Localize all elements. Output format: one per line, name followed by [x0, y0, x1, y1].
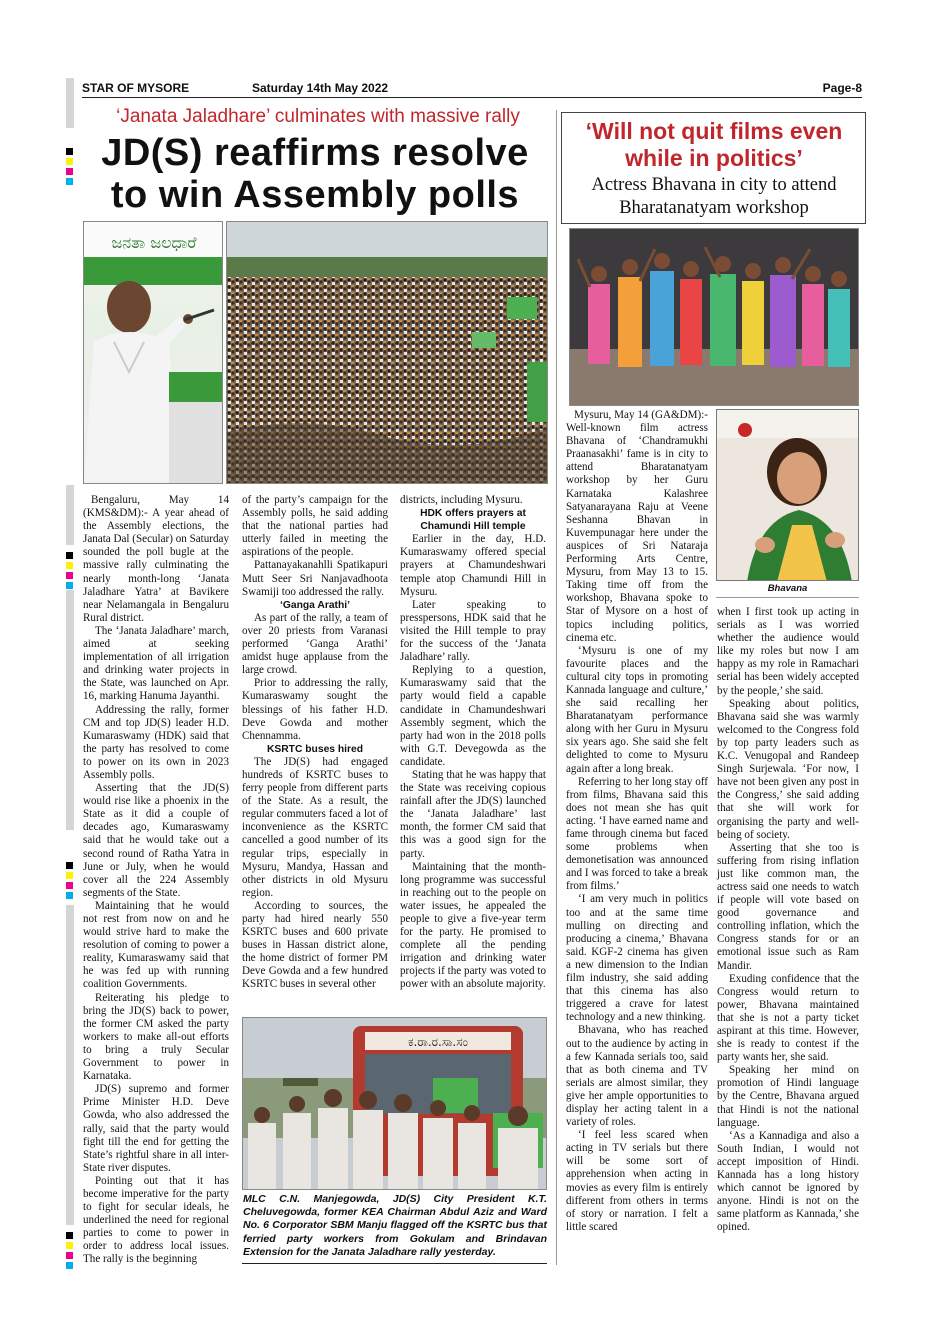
speaker-illustration: [84, 222, 223, 484]
bus-flagoff-illustration: [243, 1018, 547, 1190]
bus-photo-caption: MLC C.N. Manjegowda, JD(S) City President K.T. Cheluvegowda, former KEA Chairman Abdul Aziz and Ward No. 6 Corporator SBM Manju flagged off the KSRTC bus that ferried party workers from Gokulam and Brindavan Extension for the Janata Jaladhare rally yesterday.: [243, 1193, 547, 1258]
left-story-col-3: [400, 494, 546, 1012]
paragraph: ‘I am very much in politics too and at the same time mulling on directing and producing a cinema,’ Bhavana said. KGF-2 cinema has given a new dimension to the Indian film industry, she said adding that this cinema has also triggered a crave for latest technology and a new thinking.: [566, 893, 708, 1024]
paragraph: ‘Mysuru is one of my favourite places and the cultural city tops in promoting Kannada language and culture,’ she said recalling her Bharatanatyam performance along with her Guru in Mysuru six years ago. She said she felt delighted to come to Mysuru again after a long break.: [566, 644, 708, 775]
registration-bar-mid: [66, 485, 74, 545]
paragraph: Reiterating his pledge to bring the JD(S) back to power, the former CM asked the party workers to make all-out efforts to bring a truly Secular Government to power in Karnataka.: [83, 991, 229, 1083]
right-story-subhead: [565, 174, 863, 220]
right-headline-line-2: while in politics’: [625, 145, 803, 171]
paragraph: According to sources, the party had hired nearly 550 KSRTC buses and 600 private buses in Hassan district alone, the home district of former PM Deve Gowda and a few hundred KSRTC buses in several other: [242, 899, 388, 991]
speaker-photo: [83, 221, 223, 484]
paragraph: Maintaining that the month-long programme was successful in reaching out to the people on water issues, he appealed the people to give a five-year term for the party. He promised to complete all the pending irrigation and drinking water projects if the party was voted to power with an absolute majority.: [400, 860, 546, 991]
paragraph: Prior to addressing the rally, Kumaraswamy sought the blessings of his father H.D. Deve Gowda and mother Chennamma.: [242, 677, 388, 742]
banner-kannada-text: ಜನತಾ ಜಲಧಾರೆ: [111, 233, 197, 252]
page-number: Page-8: [822, 81, 862, 95]
paragraph: Asserting that she too is suffering from rising inflation just like common man, the actress said one needs to watch if people will vote based on good governance and controlling inflation, which the Congress stands for or an emotional issue such as Ram Mandir.: [717, 841, 859, 972]
crowd-illustration: [227, 222, 548, 484]
paragraph: Pattanayakanahlli Spatikapuri Mutt Seer Sri Nanjavadhoota Swamiji too addressed the rally.: [242, 559, 388, 598]
bus-flagoff-photo: [242, 1017, 547, 1190]
paragraph: Exuding confidence that the Congress would return to power, Bhavana maintained that she is not a party ticket aspirant at this time. However, she is ready to contest if the party wants her, she said.: [717, 972, 859, 1064]
caption-rule: [242, 1263, 547, 1264]
paragraph: Maintaining that he would not rest from now on and he would strive hard to make the resolution of coming to power a reality, Kumaraswamy said that he was fed up with running coalition Governments.: [83, 899, 229, 991]
paragraph: Replying to a question, Kumaraswamy said that the party would field a capable candidate in Chamundeshwari Assembly segment, which the party had won in the 2018 polls with G.T. Devegowda as the candidate.: [400, 664, 546, 768]
right-story-col-1: [566, 409, 708, 1259]
paragraph: Pointing out that it has become imperative for the party to fight for secular ideals, he underlined the need for regional parties to come to power in order to address local issues. The rally is the beginning: [83, 1174, 229, 1266]
paragraph: JD(S) supremo and former Prime Minister H.D. Deve Gowda, who also addressed the rally, said that the party would fight till the end for getting the State’s rightful share in all inter-State river disputes.: [83, 1083, 229, 1174]
paragraph: As part of the rally, a team of over 20 priests from Varanasi performed ‘Ganga Arathi’ amidst huge applause from the large crowd.: [242, 611, 388, 677]
paragraph: Earlier in the day, H.D. Kumaraswamy offered special prayers at Chamundeshwari temple atop Chamundi Hill in Mysuru.: [400, 533, 546, 598]
paragraph: The ‘Janata Jaladhare’ march, aimed at seeking implementation of all irrigation and drinking water projects in the State, was launched on Apr. 16, marking Hanuma Jayanthi.: [83, 624, 229, 703]
bus-destination-text: ಕ.ರಾ.ರ.ಸಾ.ಸಂ: [408, 1035, 468, 1049]
paragraph: Speaking about politics, Bhavana said she was warmly welcomed to the Congress fold by top party leaders such as K.C. Venugopal and Randeep Singh Surjewala. ‘For now, I have not been given any post in the Congress,’ she said adding that she will work for organising the party and well-being of society.: [717, 697, 859, 841]
paragraph: of the party’s campaign for the Assembly polls, he said adding that the national parties had utterly failed in meeting the aspirations of the people.: [242, 494, 388, 559]
inset-rule: [716, 597, 859, 598]
registration-bar-low: [66, 905, 74, 1225]
crowd-photo: [226, 221, 548, 484]
paragraph: Referring to her long stay off from films, Bhavana said this does not mean she has quit acting. ‘I have earned name and fame through cinema but faced some problems when demonetisation was announced and I was forced to take a break from films.’: [566, 775, 708, 893]
paragraph: when I first took up acting in serials as I was worried whether the audience would like my roles but now I am happy as my role in Ramachari serial has been widely accepted by the people,’ she said.: [717, 606, 859, 697]
right-subhead-line-1: Actress Bhavana in city to attend: [591, 175, 837, 195]
right-story-headline: [565, 118, 863, 172]
dance-illustration: [570, 229, 859, 406]
headline-line-1: JD(S) reaffirms resolve: [101, 132, 529, 174]
left-story-col-2: [242, 494, 388, 1012]
paragraph: The JD(S) had engaged hundreds of KSRTC buses to ferry people from different parts of the State. As a result, the regular commuters faced a lot of inconvenience as the KSRTC cancelled a good number of its regular trips, especially in Mysuru, Mandya, Hassan and other districts in old Mysuru region.: [242, 755, 388, 899]
issue-date: Saturday 14th May 2022: [252, 81, 389, 95]
registration-bar-top: [66, 78, 74, 128]
paragraph: Addressing the rally, former CM and top JD(S) leader H.D. Kumaraswamy (HDK) said that the party has resolved to come to power on its own in 2023 Assembly polls.: [83, 703, 229, 781]
subheading-hdk-prayers: HDK offers prayers at Chamundi Hill temple: [420, 508, 526, 533]
paragraph: ‘As a Kannadiga and also a South Indian, I would not accept imposition of Hindi. Kannada has a long history which cannot be ignored by anyone. Hindi is not on the same platform as Kannada,’ she opined.: [717, 1129, 859, 1234]
story-headline: [80, 132, 550, 216]
dance-workshop-photo: [569, 228, 859, 406]
story-kicker: ‘Janata Jaladhare’ culminates with massive rally: [116, 106, 520, 127]
section-divider: [556, 110, 557, 1265]
paragraph: Stating that he was happy that the State was receiving copious rainfall after the JD(S) launched the ‘Janata Jaladhare’ last month, the former CM said that this was a good sign for the party.: [400, 768, 546, 860]
paper-name: STAR OF MYSORE: [82, 81, 190, 95]
left-story-col-1: [83, 494, 229, 1266]
subheading-ganga-arathi: ‘Ganga Arathi’: [280, 599, 350, 611]
bhavana-portrait: [716, 409, 859, 581]
paragraph: ‘I feel less scared when acting in TV serials but there will be some sort of apprehension when acting in movies as every film is entirely different from others in terms of story or narration. I felt a little scared: [566, 1129, 708, 1233]
headline-line-2: to win Assembly polls: [110, 174, 520, 216]
bhavana-caption: Bhavana: [767, 583, 808, 594]
right-headline-line-1: ‘Will not quit films even: [585, 118, 843, 144]
right-subhead-line-2: Bharatanatyam workshop: [619, 198, 809, 218]
paragraph: Bengaluru, May 14 (KMS&DM):- A year ahead of the Assembly elections, the Janata Dal (Secular) on Saturday sounded the poll bugle at the massive rally culminating the nearly month-long ‘Janata Jaladhare Yatra’ at Bavikere near Nelamangala in Bengaluru Rural district.: [83, 494, 230, 624]
paragraph: Mysuru, May 14 (GA&DM):- Well-known film actress Bhavana of ‘Chandramukhi Praanasakhi’ fame is in city to attend Bharatanatyam workshop by her Guru Karnataka Kalashree Satyanarayana Raju at Veene Seshanna Bhavan in Kuvempunagar here under the auspices of Sri Nataraja Performing Arts Centre, Mysuru, from May 13 to 15. Taking time off from the workshop, Bhavana spoke to Star of Mysore on a host of topics including politics, cinema etc.: [566, 409, 708, 644]
masthead: [82, 78, 862, 98]
paragraph: Later speaking to presspersons, HDK said that he visited the Hill temple to pray for the success of the ‘Janata Jaladhare’ rally.: [400, 598, 546, 664]
subheading-ksrtc-buses: KSRTC buses hired: [266, 743, 364, 755]
paragraph: districts, including Mysuru.: [400, 494, 523, 506]
paragraph: Speaking her mind on promotion of Hindi language by the Centre, Bhavana argued that Hindi is not the national language.: [717, 1064, 859, 1129]
right-story-col-2: [717, 606, 859, 1260]
registration-bar-mid2: [66, 590, 74, 830]
portrait-illustration: [717, 410, 859, 581]
paragraph: Bhavana, who has reached out to the audience by acting in a few Kannada serials too, said that as both cinema and TV serials are almost similar, they give her ample opportunities to display her acting talent in a variety of roles.: [566, 1024, 708, 1129]
paragraph: Asserting that the JD(S) would rise like a phoenix in the State as it did a couple of decades ago, Kumaraswamy said that he would take out a second round of Ratha Yatra in June or July, when he would cover all the 224 Assembly segments of the State.: [83, 782, 229, 899]
